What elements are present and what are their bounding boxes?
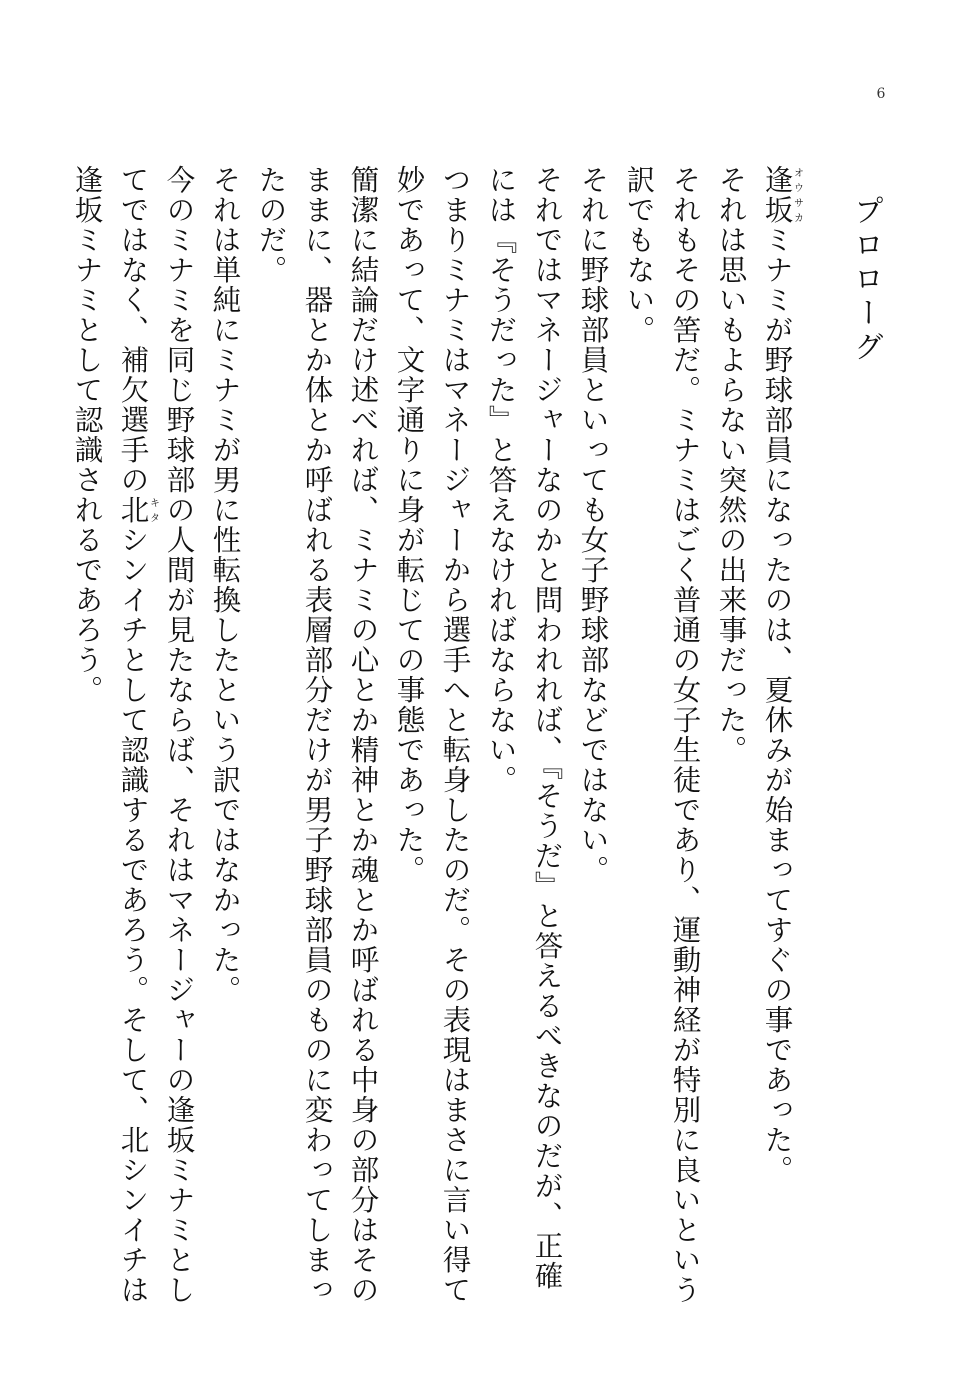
paragraph bbox=[754, 165, 803, 1305]
furigana: オウサカ bbox=[791, 165, 803, 225]
ruby-base: 北 bbox=[116, 495, 150, 525]
name-with-furigana bbox=[116, 495, 159, 525]
paragraph bbox=[64, 165, 202, 1305]
paragraph-text: 今のミナミを同じ野球部の人間が見たならば、それはマネージャーの逢坂ミナミとしてではなく、補欠選手の bbox=[116, 165, 196, 1305]
paragraph: それに野球部員といっても女子野球部などではない。 bbox=[576, 165, 610, 885]
chapter-title: プロローグ bbox=[848, 195, 883, 365]
paragraph: それもその筈だ。ミナミはごく普通の女子生徒であり、運動神経が特別に良いという訳でもない。 bbox=[622, 165, 702, 1305]
paragraph: それは単純にミナミが男に性転換したという訳ではなかった。 bbox=[208, 165, 242, 1005]
paragraph-text: ミナミが野球部員になったのは、夏休みが始まってすぐの事であった。 bbox=[760, 225, 794, 1185]
furigana: キタ bbox=[147, 495, 159, 525]
paragraph: 簡潔に結論だけ述べれば、ミナミの心とか精神とか魂とか呼ばれる中身の部分はそのままに、器とか体とか呼ばれる表層部分だけが男子野球部員のものに変わってしまったのだ。 bbox=[254, 165, 380, 1305]
paragraph: それは思いもよらない突然の出来事だった。 bbox=[714, 165, 748, 765]
paragraph: それではマネージャーなのかと問われれば、『そうだ』と答えるべきなのだが、正確には『そうだった』と答えなければならない。 bbox=[484, 165, 564, 1291]
name-with-furigana bbox=[760, 165, 803, 225]
paragraph: つまりミナミはマネージャーから選手へと転身したのだ。その表現はまさに言い得て妙であって、文字通りに身が転じての事態であった。 bbox=[392, 165, 472, 1305]
novel-text bbox=[64, 165, 889, 1305]
paragraph-text: シンイチとして認識するであろう。そして、北シンイチは逢坂ミナミとして認識されるであろう。 bbox=[70, 165, 150, 1305]
page-number: 6 bbox=[876, 86, 886, 102]
ruby-base: 逢坂 bbox=[760, 165, 794, 225]
